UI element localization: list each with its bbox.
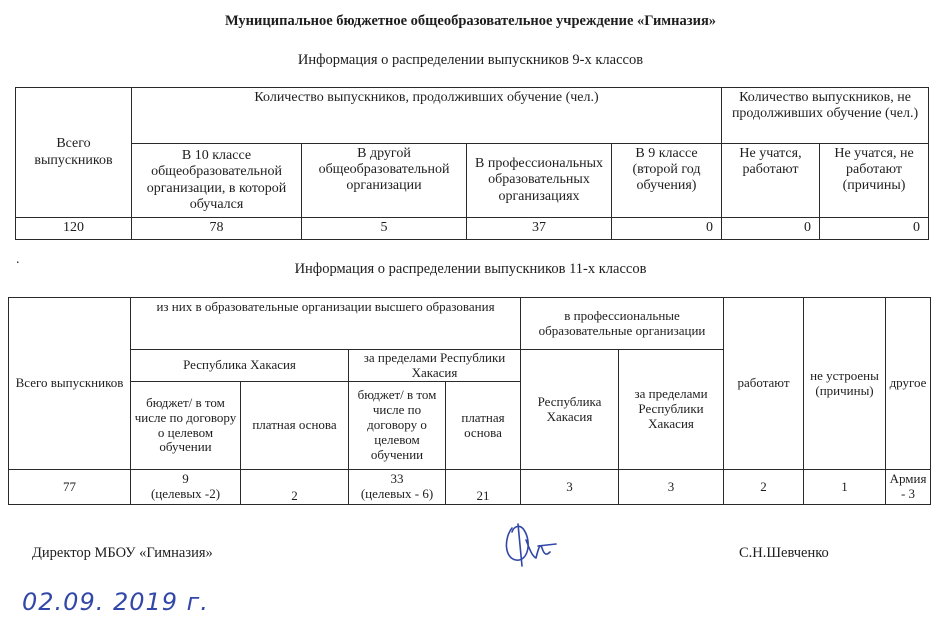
organization-title: Муниципальное бюджетное общеобразовательное учреждение «Гимназия» — [224, 13, 717, 29]
handwritten-date: 02.09. 2019 г. — [22, 588, 209, 616]
grade9-header-working: Не учатся, работают — [722, 144, 820, 218]
grade9-header-total: Всего выпускников — [16, 88, 132, 218]
stray-dot: . — [16, 252, 20, 267]
grade11-value-prof-khakassia: 3 — [521, 470, 619, 505]
grade11-header-paid-khakassia: платная основа — [241, 382, 349, 470]
grade11-value-work: 2 — [724, 470, 804, 505]
grade9-header-prof: В профессиональных образовательных организациях — [467, 144, 612, 218]
director-label: Директор МБОУ «Гимназия» — [32, 545, 213, 561]
grade9-header-not-continued: Количество выпускников, не продолживших обучение (чел.) — [722, 88, 929, 144]
grade11-header-prof: в профессиональные образовательные организации — [521, 298, 724, 350]
grade11-header-khakassia: Республика Хакасия — [131, 350, 349, 382]
signer-name: С.Н.Шевченко — [739, 545, 829, 561]
grade11-value-other: Армия - 3 — [886, 470, 931, 505]
grade9-header-grade10: В 10 классе общеобразовательной организации, в которой обучался — [132, 144, 302, 218]
grade11-header-not-employed: не устроены (причины) — [804, 298, 886, 470]
grade11-header-prof-outside: за пределами Республики Хакасия — [619, 350, 724, 470]
grade9-value-total: 120 — [16, 218, 132, 240]
grade9-header-grade9: В 9 классе (второй год обучения) — [612, 144, 722, 218]
grade11-header-prof-khakassia: Республика Хакасия — [521, 350, 619, 470]
handwritten-signature-icon — [498, 520, 560, 570]
grade11-header-paid-outside: платная основа — [446, 382, 521, 470]
grade11-value-paid-outside: 21 — [446, 470, 521, 505]
grade11-value-budget-outside-count: 33 — [390, 471, 404, 487]
grade11-value-budget-outside-note: (целевых - 6) — [360, 486, 434, 501]
grade9-value-grade9: 0 — [612, 218, 722, 240]
grade9-table — [15, 87, 929, 240]
grade11-header-other: другое — [886, 298, 931, 470]
grade11-header-higher: из них в образовательные организации высшего образования — [131, 298, 521, 350]
grade9-value-prof: 37 — [467, 218, 612, 240]
grade11-title: Информация о распределении выпускников 11-х классов — [294, 261, 647, 277]
grade9-header-continued: Количество выпускников, продолживших обучение (чел.) — [132, 88, 722, 144]
grade9-value-other-org: 5 — [302, 218, 467, 240]
grade11-value-total: 77 — [9, 470, 131, 505]
grade9-value-not-working: 0 — [820, 218, 929, 240]
grade11-header-outside: за пределами Республики Хакасия — [349, 350, 521, 382]
grade11-table — [8, 297, 931, 505]
grade11-header-work: работают — [724, 298, 804, 470]
grade11-value-budget-khakassia-note: (целевых -2) — [150, 486, 221, 501]
grade9-value-working: 0 — [722, 218, 820, 240]
grade9-header-other-org: В другой общеобразовательной организации — [302, 144, 467, 218]
grade11-value-budget-khakassia-count: 9 — [182, 471, 189, 487]
grade11-value-budget-khakassia — [131, 470, 241, 505]
grade11-value-paid-khakassia: 2 — [241, 470, 349, 505]
grade9-header-not-working: Не учатся, не работают (причины) — [820, 144, 929, 218]
grade11-value-prof-outside: 3 — [619, 470, 724, 505]
grade9-value-grade10: 78 — [132, 218, 302, 240]
grade11-header-budget-khakassia: бюджет/ в том числе по договору о целевом обучении — [131, 382, 241, 470]
grade11-value-not-employed: 1 — [804, 470, 886, 505]
grade11-value-budget-outside — [349, 470, 446, 505]
grade11-header-budget-outside: бюджет/ в том числе по договору о целевом обучении — [349, 382, 446, 470]
grade11-header-total: Всего выпускников — [9, 298, 131, 470]
grade9-title: Информация о распределении выпускников 9-х классов — [297, 52, 644, 68]
